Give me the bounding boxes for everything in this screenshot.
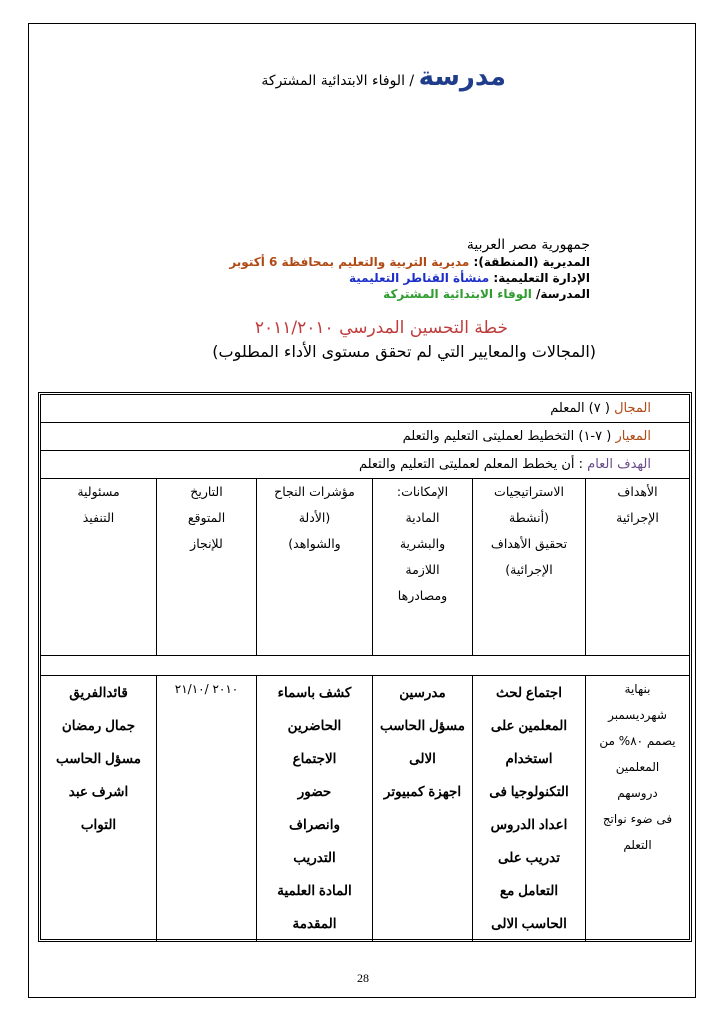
- cell-indicators-line2: الحاضرين: [287, 718, 342, 733]
- cell-objectives-line3: يصمم ٨٠% من: [599, 734, 676, 748]
- domain-value: ( ٧) المعلم: [550, 401, 610, 416]
- cell-indicators-line6: التدريب: [293, 850, 336, 865]
- col-indicators-header: [256, 479, 372, 655]
- admin-label: الإدارة التعليمية:: [493, 271, 590, 285]
- col-responsible-header: [41, 479, 156, 655]
- school-value: الوفاء الابتدائية المشتركة: [383, 287, 532, 301]
- cell-indicators-line4: حضور: [297, 784, 332, 799]
- cell-objectives-line6: فى ضوء نواتج: [602, 812, 673, 826]
- domain-label: المجال: [614, 401, 651, 416]
- cell-indicators-line7: المادة العلمية: [277, 883, 352, 898]
- col-date-line3: للإنجاز: [190, 536, 223, 551]
- columns-header-row: [41, 479, 689, 656]
- cell-responsible-line2: جمال رمضان: [61, 718, 136, 733]
- col-responsible-line1: مسئولية: [77, 484, 120, 499]
- cell-resources-line1: مدرسين: [399, 685, 446, 700]
- domain-row: [41, 395, 689, 423]
- cell-responsible-line5: التواب: [80, 817, 117, 832]
- school-title-prefix: مدرسة: [418, 62, 506, 92]
- standard-row: [41, 423, 689, 451]
- cell-responsible-line4: اشرف عبد: [68, 784, 129, 799]
- page-number: 28: [357, 971, 369, 985]
- cell-responsible-line3: مسؤل الحاسب: [55, 751, 142, 766]
- cell-strategies-line5: اعداد الدروس: [490, 817, 568, 832]
- col-indicators-line2: (الأدلة: [298, 510, 331, 525]
- col-date-header: [156, 479, 256, 655]
- cell-strategies-line3: استخدام: [505, 751, 553, 766]
- cell-date-value: ٢٠١٠ /٢١/١٠: [174, 682, 239, 696]
- school-label: المدرسة/: [536, 287, 590, 301]
- col-resources-line5: ومصادرها: [397, 588, 448, 603]
- cell-objectives-line1: بنهاية: [624, 682, 651, 696]
- cell-date: [156, 676, 256, 942]
- cell-objectives-line5: دروسهم: [617, 786, 658, 800]
- cell-objectives-line4: المعلمين: [615, 760, 660, 774]
- cell-strategies-line1: اجتماع لحث: [496, 685, 562, 700]
- body-row: [41, 676, 689, 942]
- cell-responsible-line1: قائدالفريق: [69, 685, 128, 700]
- col-date-line1: التاريخ: [190, 484, 223, 499]
- admin-value: منشأة القناطر التعليمية: [348, 271, 490, 285]
- cell-resources-line3: الالى: [409, 751, 436, 766]
- standard-value: ( ٧-١) التخطيط لعمليتى التعليم والتعلم: [402, 429, 612, 444]
- cell-strategies-line4: التكنولوجيا فى: [489, 784, 569, 799]
- col-strategies-line4: الإجرائية): [505, 562, 553, 577]
- cell-indicators: [256, 676, 372, 942]
- plan-title: خطة التحسين المدرسي ٢٠١١/٢٠١٠: [254, 318, 508, 338]
- cell-strategies-line8: الحاسب الالى: [491, 916, 567, 931]
- cell-strategies: [472, 676, 585, 942]
- cell-indicators-line3: الاجتماع: [292, 751, 337, 766]
- row-divider: [41, 675, 689, 676]
- col-resources-line1: الإمكانات:: [396, 484, 449, 499]
- col-objectives-line2: الإجرائية: [616, 510, 659, 525]
- goal-value: : أن يخطط المعلم لعمليتى التعليم والتعلم: [358, 457, 583, 472]
- cell-responsible: [41, 676, 156, 942]
- cell-objectives: [585, 676, 689, 942]
- col-strategies-header: [472, 479, 585, 655]
- cell-strategies-line7: التعامل مع: [499, 883, 559, 898]
- col-objectives-header: [585, 479, 689, 655]
- col-resources-line3: والبشرية: [399, 536, 446, 551]
- school-title: [261, 62, 506, 92]
- header-country: جمهورية مصر العربية: [466, 237, 590, 253]
- header-directorate: [229, 255, 590, 269]
- plan-table: [38, 392, 692, 942]
- cell-resources: [372, 676, 472, 942]
- cell-objectives-line2: شهرديسمبر: [608, 708, 667, 722]
- cell-indicators-line8: المقدمة: [292, 916, 337, 931]
- col-strategies-line3: تحقيق الأهداف: [490, 536, 568, 551]
- school-title-name: / الوفاء الابتدائية المشتركة: [261, 73, 415, 89]
- cell-objectives-line7: التعلم: [623, 838, 652, 852]
- cell-resources-line2: مسؤل الحاسب: [379, 718, 466, 733]
- goal-row: [41, 451, 689, 479]
- col-resources-line2: المادية: [405, 510, 440, 525]
- cell-indicators-line1: كشف باسماء: [277, 685, 352, 700]
- directorate-label: المديرية (المنطقة):: [473, 255, 590, 269]
- col-responsible-line2: التنفيذ: [82, 510, 115, 525]
- cell-resources-line4: اجهزة كمبيوتر: [383, 784, 462, 799]
- col-objectives-line1: الأهداف: [617, 484, 658, 499]
- goal-label: الهدف العام: [587, 457, 651, 472]
- col-resources-header: [372, 479, 472, 655]
- header-admin: [349, 271, 590, 285]
- cell-indicators-line5: وانصراف: [289, 817, 340, 832]
- cell-strategies-line6: تدريب على: [498, 850, 560, 865]
- col-strategies-line2: (أنشطة: [509, 510, 549, 525]
- directorate-value: مديرية التربية والتعليم بمحافظة 6 أكتوبر: [229, 255, 470, 269]
- col-strategies-line1: الاستراتيجيات: [494, 484, 564, 499]
- header-school: [383, 287, 590, 301]
- standard-label: المعيار: [615, 429, 651, 444]
- col-resources-line4: اللازمة: [405, 562, 440, 577]
- plan-subtitle: (المجالات والمعايير التي لم تحقق مستوى الأداء المطلوب): [212, 342, 596, 361]
- col-date-line2: المتوقع: [187, 510, 226, 525]
- col-indicators-line3: والشواهد): [288, 536, 341, 551]
- cell-strategies-line2: المعلمين على: [490, 718, 568, 733]
- col-indicators-line1: مؤشرات النجاح: [274, 484, 355, 499]
